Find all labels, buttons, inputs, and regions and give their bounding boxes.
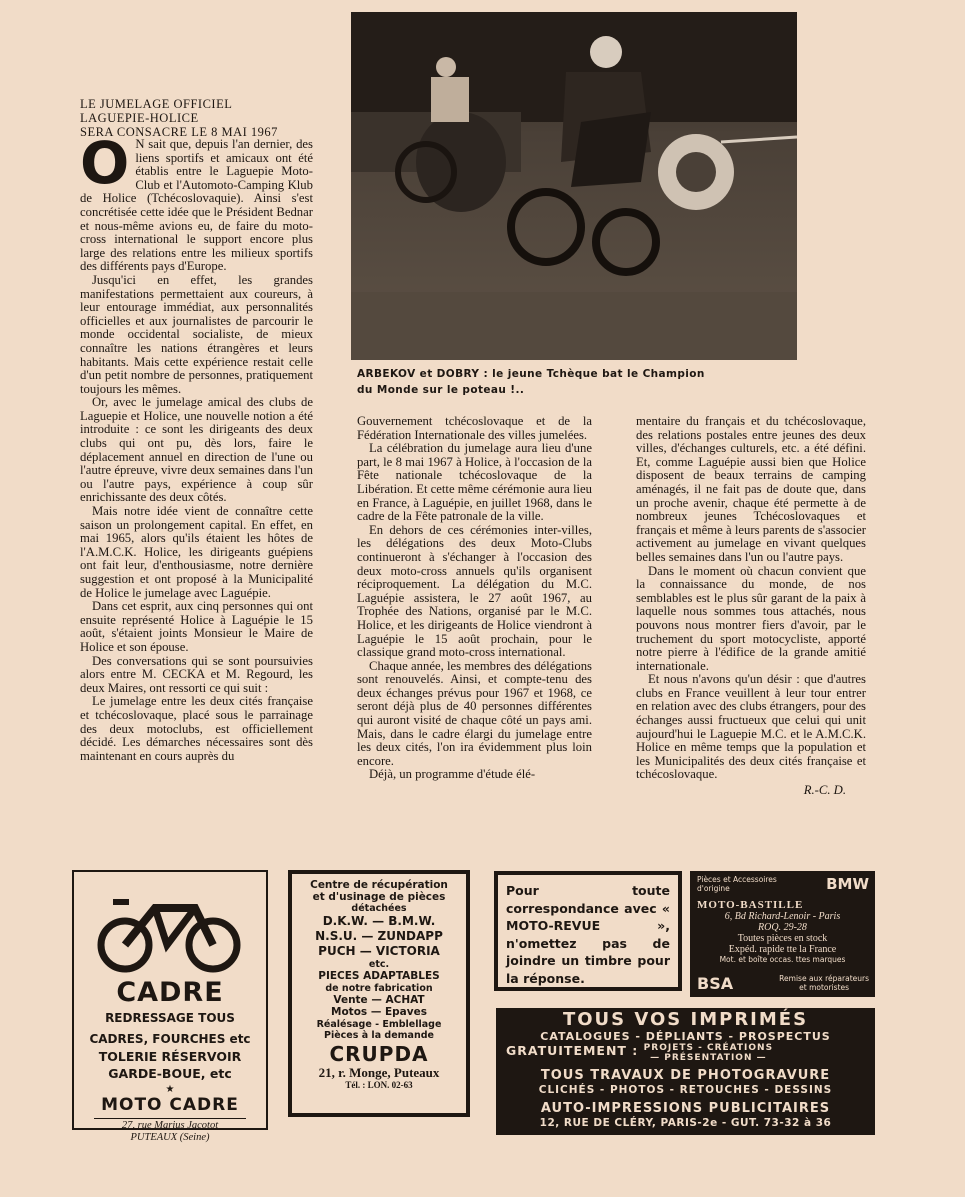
- bmw-address: 6, Bd Richard-Lenoir - Paris: [724, 911, 841, 922]
- crupda-line: Vente — ACHAT: [333, 993, 425, 1006]
- imprimes-gratuit-label: GRATUITEMENT :: [506, 1043, 639, 1058]
- cadre-line: TOLERIE RÉSERVOIR: [98, 1049, 242, 1064]
- ad-moto-bastille: [690, 871, 875, 997]
- crupda-line: détachées: [351, 903, 407, 914]
- ad-tous-vos-imprimes: [496, 1008, 875, 1135]
- caption-line-2: du Monde sur le poteau !..: [357, 384, 525, 396]
- crupda-line: de notre fabrication: [325, 982, 433, 994]
- paragraph: Et nous n'avons qu'un désir : que d'autres clubs en France veuillent à leur tour entrer en relation avec des clubs étrangers, pour des échanges aussi fructueux que celui qui unit aujourd'hui le Laguepie M.C. et le A.M.C.K. Holice en même temps que la population et les Municipalités des deux cités française et tchécoslovaque.: [636, 672, 866, 782]
- ad-crupda: [288, 870, 470, 1117]
- imprimes-projets-line: — PRÉSENTATION —: [650, 1053, 767, 1063]
- imprimes-projets: [644, 1043, 773, 1063]
- bmw-phone: ROQ. 29-28: [758, 922, 807, 933]
- star-icon: ★: [165, 1084, 175, 1095]
- crupda-line: Centre de récupération: [310, 879, 448, 891]
- bmw-remise: [779, 974, 869, 992]
- bmw-small: Pièces et Accessoires: [697, 875, 777, 884]
- paragraph: En dehors de ces cérémonies inter-villes, les délégations des deux Moto-Clubs continueront à s'échanger à l'occasion des deux moto-cross annuels qu'ils organisent réciproquement. La délégation du M.C. Laguépie assistera, le 27 août 1967, au Trophée des Nations, organisé par le M.C. Holice, et les dirigeants de Holice viendront à Laguépie le 15 août prochain, pour le classique grand moto-cross international.: [357, 522, 592, 660]
- bmw-line: Mot. et boîte occas. ttes marques: [719, 955, 846, 964]
- imprimes-gratuit: [496, 1043, 875, 1063]
- paragraph: Dans cet esprit, aux cinq personnes qui ont ensuite représenté Holice à Laguépie le 15 août, s'étaient joints Monsieur le Maire de Holice et son épouse.: [80, 599, 313, 654]
- drop-cap: O: [80, 138, 130, 197]
- article-headline: [80, 97, 320, 139]
- crupda-address: 21, r. Monge, Puteaux: [318, 1064, 440, 1080]
- motocross-photo: [351, 12, 797, 360]
- crupda-line: Réalésage - Emblellage: [316, 1018, 442, 1030]
- cadre-logo-text: CADRE: [116, 977, 224, 1008]
- paragraph: Gouvernement tchécoslovaque et de la Fédération Internationale des villes jumelées.: [357, 415, 592, 442]
- bmw-remise-line: Remise aux réparateurs: [779, 974, 869, 983]
- cadre-brand: MOTO CADRE: [101, 1095, 239, 1115]
- bmw-logo: BMW: [826, 875, 869, 893]
- moto-revue-text: Pour toute correspondance avec « MOTO-REVUE », n'omettez pas de joindre un timbre pour la réponse.: [498, 875, 678, 987]
- headline-line-1: LE JUMELAGE OFFICIEL: [80, 97, 233, 111]
- crupda-phone: Tél. : LON. 02-63: [345, 1079, 413, 1090]
- bmw-line: Expéd. rapide tte la France: [728, 944, 837, 955]
- crupda-line: Pièces à la demande: [324, 1029, 434, 1041]
- bmw-remise-line: et motoristes: [799, 983, 850, 992]
- paragraph: Or, avec le jumelage amical des clubs de Laguepie et Holice, une nouvelle notion a été introduite : ce sont les dirigeants des deux clubs qui ont pu, dès lors, faire le déplacement annuel en direction de l'une ou l'autre épreuve, vivre deux semaines dans l'un ou l'autre pays, expérience à coup sûr enrichissante des deux côtés.: [80, 395, 313, 505]
- paragraph: Déjà, un programme d'étude élé-: [369, 767, 536, 782]
- cadre-address: [94, 1118, 246, 1144]
- imprimes-title: TOUS VOS IMPRIMÉS: [562, 1009, 809, 1030]
- paragraph: N sait que, depuis l'an dernier, des liens sportifs et amicaux ont été établis entre le Laguepie Moto-Club et l'Automoto-Camping Klub de Holice (Tchécoslovaquie). Ainsi s'est concrétisée cette idée que le Président Bednar et nous-même avions eu, de faire du moto-cross international le support encore plus large des relations entre les milieux sportifs des différents pays d'Europe.: [80, 138, 313, 274]
- article-column-3: [636, 415, 866, 845]
- paragraph: Chaque année, les membres des délégations sont renouvelés. Ainsi, et compte-tenu des deux échanges prévus pour 1967 et 1968, ce seront déjà plus de 40 personnes différentes qui auront visité de chaque côté un pays ami. Mais, dans le cadre élargi du jumelage entre les deux cités, l'on ira évidemment plus loin encore.: [357, 658, 592, 768]
- imprimes-line: AUTO-IMPRESSIONS PUBLICITAIRES: [540, 1101, 831, 1116]
- crupda-line: PIECES ADAPTABLES: [318, 970, 440, 982]
- article-column-1: [80, 138, 313, 848]
- crupda-line: et d'usinage de pièces: [312, 891, 446, 903]
- imprimes-line: CLICHÉS - PHOTOS - RETOUCHES - DESSINS: [538, 1084, 833, 1096]
- imprimes-projets-line: PROJETS - CRÉATIONS: [643, 1043, 774, 1053]
- photo-caption: [357, 366, 777, 398]
- crupda-line: etc.: [368, 959, 390, 970]
- paragraph: Le jumelage entre les deux cités française et tchécoslovaque, placé sous le parrainage des deux motoclubs, est officiellement décidé. Les démarches nécessaires sont dès maintenant en cours auprès du: [80, 694, 313, 763]
- moto-bastille-name: MOTO-BASTILLE: [697, 899, 804, 911]
- crupda-brand: CRUPDA: [329, 1041, 429, 1066]
- cadre-line: REDRESSAGE TOUS: [105, 1011, 235, 1025]
- paragraph: Dans le moment où chacun convient que la connaissance du monde, de nos semblables est le plus sûr garant de la paix à laquelle nous sommes tous attachés, nous pouvons nous montrer fiers d'avoir, par le truchement du sport motocycliste, apporté notre pierre à l'édifice de la grande amitié internationale.: [636, 563, 866, 673]
- paragraph: La célébration du jumelage aura lieu d'une part, le 8 mai 1967 à Holice, à l'occasion de la Fête nationale tchécoslovaque de la Libération. Et cette même cérémonie aura lieu en France, à Laguépie, en juillet 1968, dans le cadre de la Fête patronale de la ville.: [357, 441, 592, 524]
- crupda-brands: D.K.W. — B.M.W.: [322, 914, 436, 928]
- caption-line-1: ARBEKOV et DOBRY : le jeune Tchèque bat le Champion: [357, 368, 705, 380]
- imprimes-address: 12, RUE DE CLÉRY, PARIS-2e - GUT. 73-32 à 36: [539, 1117, 832, 1129]
- motorcycle-frame-logo-icon: [85, 890, 255, 980]
- paragraph: Mais notre idée vient de connaître cette saison un prolongement capital. En effet, en mai 1965, alors qu'ils étaient les hôtes de l'A.M.C.K. Holice, les dirigeants guépiens ont fait leur, d'enthousiasme, notre dernière suggestion et ont proposé à la Municipalité de Holice le jumelage avec Laguépie.: [80, 504, 313, 600]
- bsa-logo: BSA: [697, 974, 734, 993]
- author-signature: R.-C. D.: [803, 783, 846, 798]
- cadre-address-line: 27, rue Marius Jacotot: [121, 1120, 219, 1131]
- imprimes-line: CATALOGUES - DÉPLIANTS - PROSPECTUS: [540, 1030, 831, 1043]
- crupda-brands: PUCH — VICTORIA: [318, 944, 440, 958]
- cadre-address-line: PUTEAUX (Seine): [130, 1132, 210, 1143]
- motocross-riders-image: [351, 12, 797, 360]
- crupda-brands: N.S.U. — ZUNDAPP: [315, 929, 443, 943]
- crupda-line: Motos — Epaves: [331, 1006, 427, 1018]
- cadre-line: GARDE-BOUE, etc: [108, 1066, 232, 1081]
- ad-moto-cadre: [72, 870, 268, 1143]
- paragraph: Des conversations qui se sont poursuivies alors entre M. CECKA et M. Regourd, les deux Maires, ont ressorti ce qui suit :: [80, 653, 313, 695]
- ad-moto-revue-notice: [494, 871, 682, 991]
- paragraph: Jusqu'ici en effet, les grandes manifestations permettaient aux coureurs, à leur entourage immédiat, aux personnalités officielles et aux journalistes de parcourir le monde occidental socialiste, de mieux connaître les nations étrangères et leurs habitants. Mais cette expérience restait celle d'un petit nombre de personnes, pratiquement toujours les mêmes.: [80, 272, 313, 396]
- headline-line-2: LAGUEPIE-HOLICE: [80, 111, 199, 125]
- bmw-small: d'origine: [697, 884, 730, 893]
- bmw-line: Toutes pièces en stock: [737, 933, 828, 944]
- cadre-line: CADRES, FOURCHES etc: [89, 1032, 251, 1046]
- article-column-2: [357, 415, 592, 845]
- imprimes-line: TOUS TRAVAUX DE PHOTOGRAVURE: [540, 1068, 831, 1083]
- paragraph: mentaire du français et du tchécoslovaque, des relations postales entre jeunes des deux villes, d'échanges culturels, etc. a été défini. Et, comme Laguépie aussi bien que Holice disposent de beaux terrains de camping aménagés, il ne fait pas de doute que, dans un proche avenir, chaque été permette à de nombreux jeunes Tchécoslovaques et français et même à leurs parents de s'associer activement au jumelage en vivant quelques belles semaines dans l'un ou l'autre pays.: [636, 415, 866, 564]
- headline-line-3: SERA CONSACRE LE 8 MAI 1967: [80, 125, 278, 139]
